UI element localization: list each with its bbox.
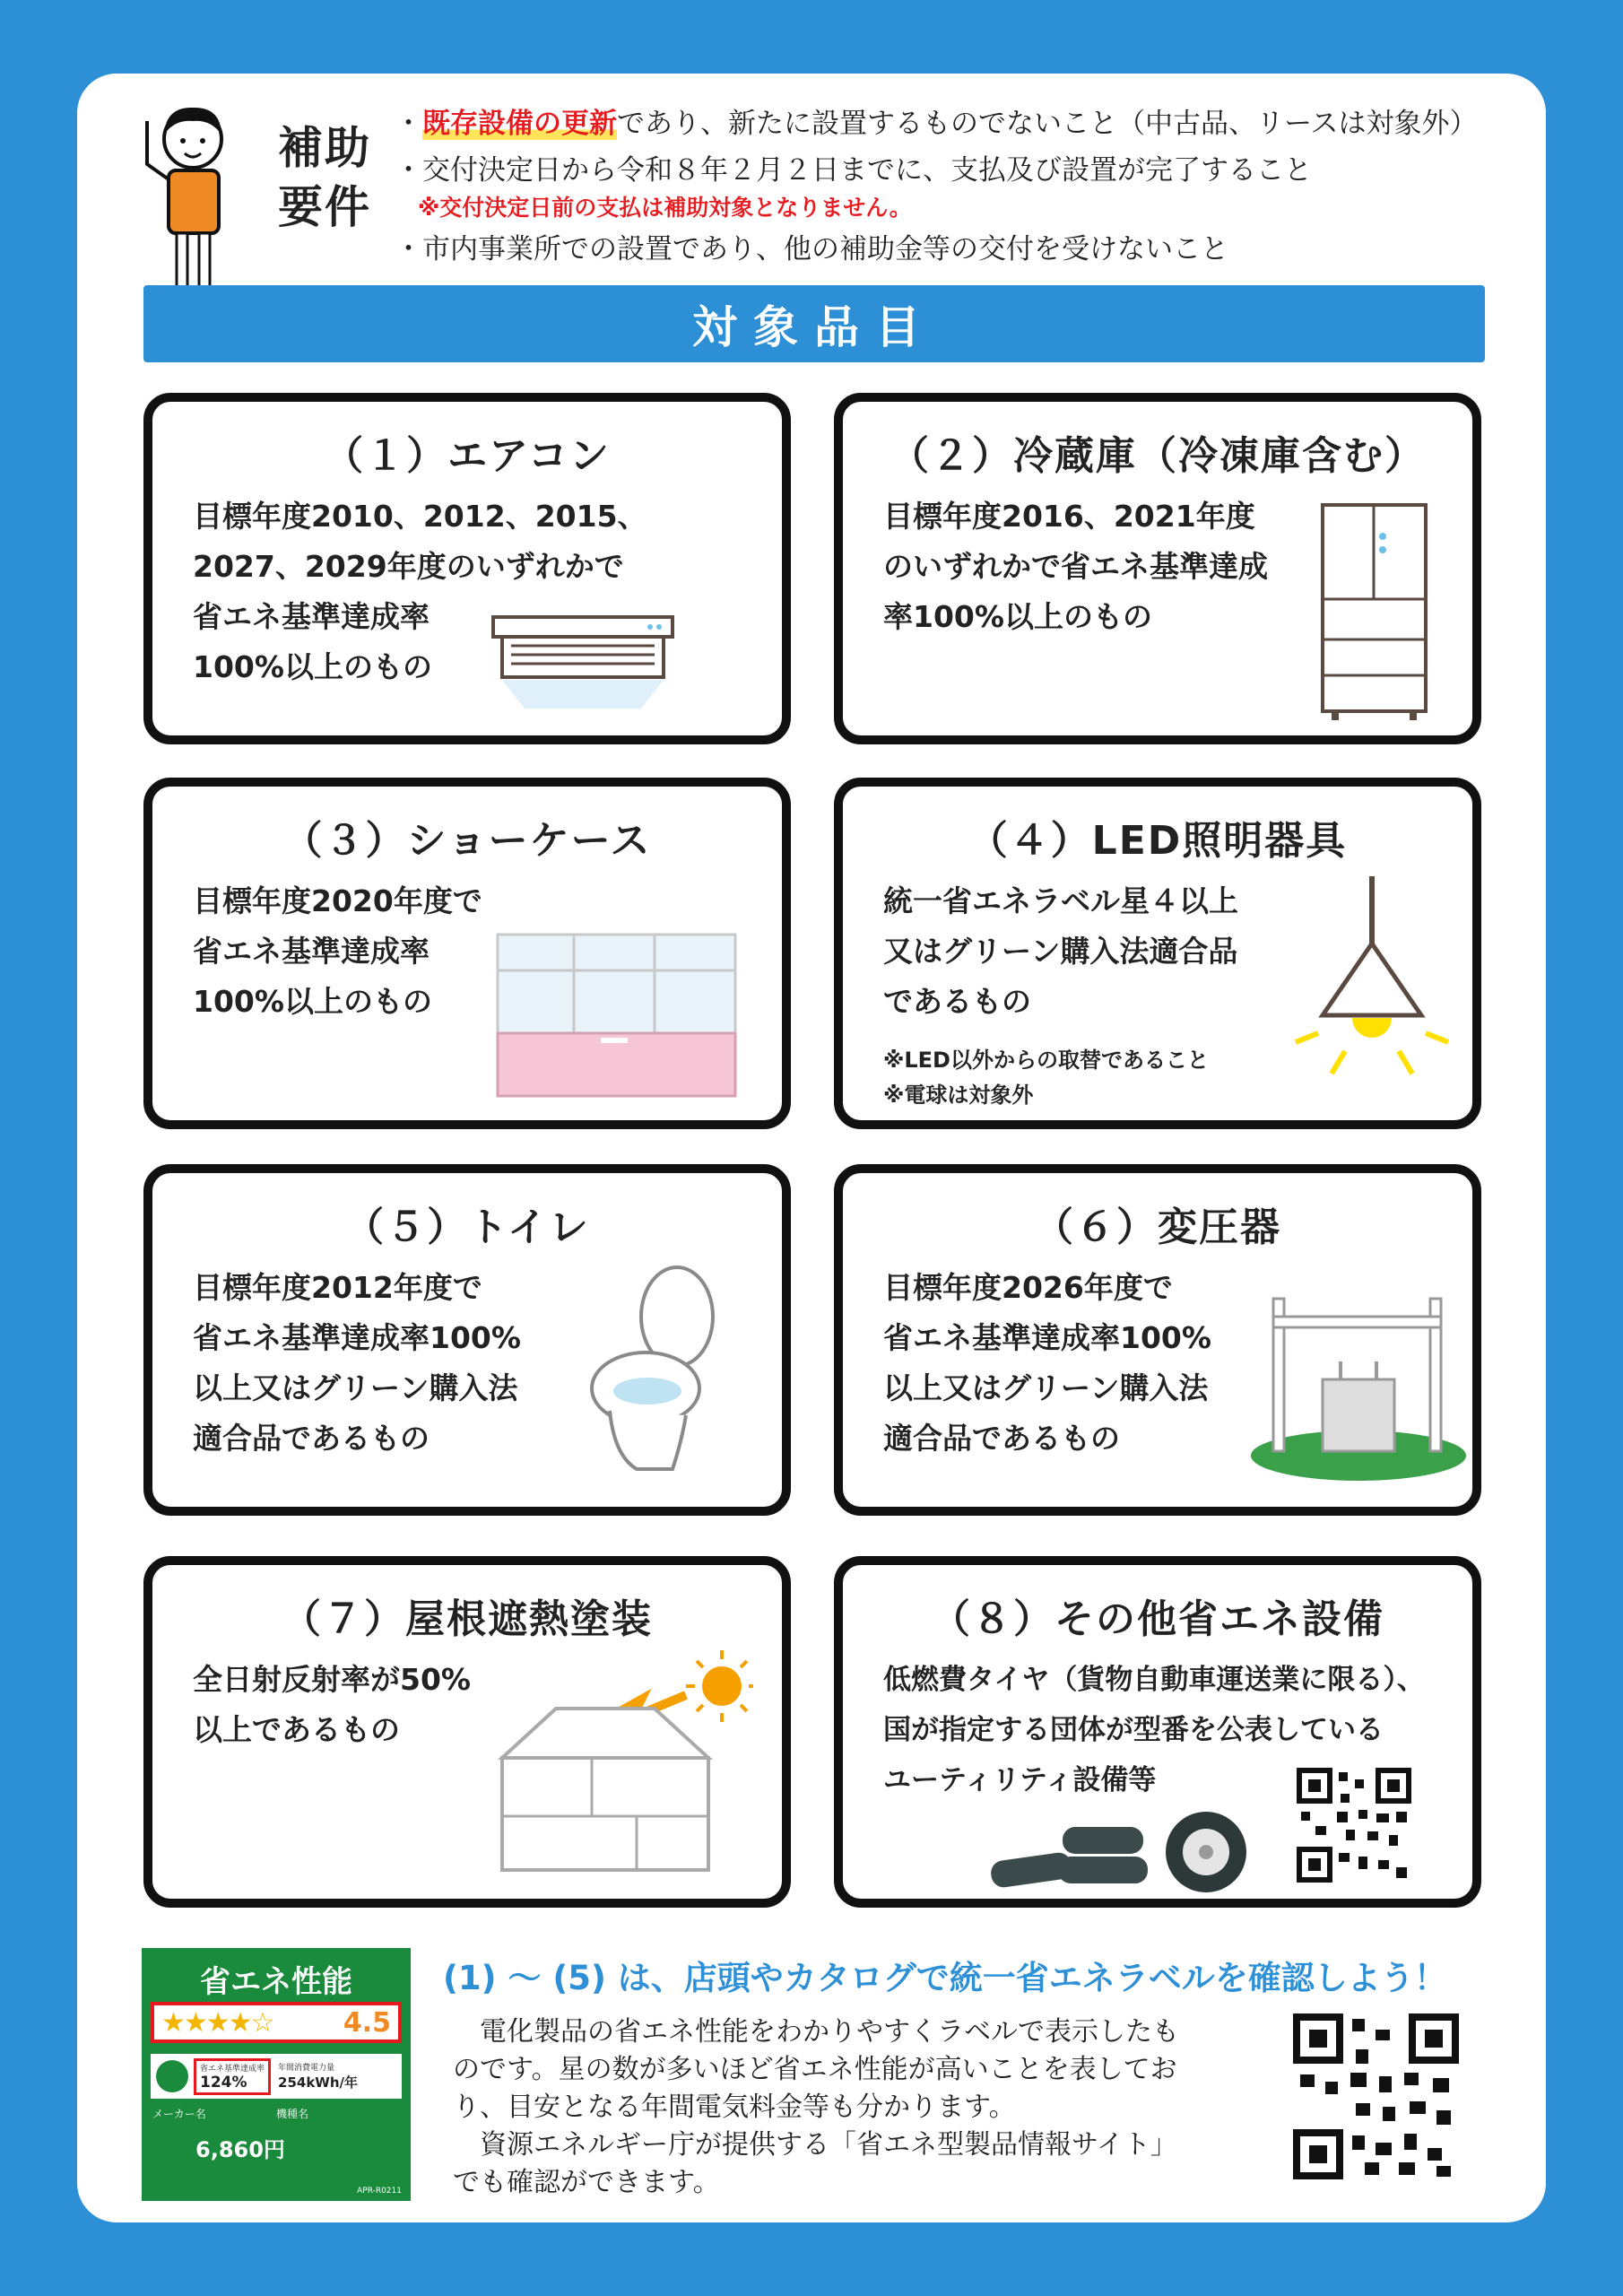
- showcase-icon: [493, 930, 744, 1100]
- requirement-note: ※交付決定日前の支払は補助対象となりません。: [418, 195, 912, 221]
- card-title: （６）変圧器: [1034, 1205, 1281, 1250]
- card-showcase: [143, 778, 791, 1129]
- energy-mark-icon: [156, 2060, 188, 2092]
- card-body: 統一省エネラベル星４以上 又はグリーン購入法適合品 であるもの: [883, 883, 1238, 1019]
- label-cost: 6,860円: [195, 2137, 285, 2162]
- label-energy-label: 年間消費電力量: [278, 2064, 335, 2073]
- requirement-3: ・市内事業所での設置であり、他の補助金等の交付を受けないこと: [395, 233, 1228, 265]
- requirement-2: ・交付決定日から令和８年２月２日までに、支払及び設置が完了すること: [395, 154, 1312, 187]
- card-title: （７）屋根遮熱塗装: [282, 1596, 653, 1642]
- star-rating-icon: ★★★★☆: [161, 2006, 273, 2039]
- label-maker: メーカー名: [152, 2108, 206, 2120]
- card-note: ※LED以外からの取替であること: [883, 1048, 1209, 1073]
- card-title: （１）エアコン: [324, 433, 611, 479]
- card-body: 低燃費タイヤ（貨物自動車運送業に限る）、 国が指定する団体が型番を公表している ユーティリティ設備等: [883, 1664, 1425, 1796]
- card-title: （２）冷蔵庫（冷凍庫含む）: [890, 433, 1426, 479]
- toilet-icon: [583, 1263, 735, 1487]
- transformer-icon: [1246, 1290, 1471, 1487]
- footer-body: 電化製品の省エネ性能をわかりやすくラベルで表示したも のです。星の数が多いほど省エネ性能が高いことを表してお り、目安となる年間電気料金等も分かります。 資源エネルギー庁が提供する「省エネ型製品情報サイト」 でも確認ができます。: [453, 2016, 1179, 2198]
- card-body: 目標年度2026年度で 省エネ基準達成率100% 以上又はグリーン購入法 適合品であるもの: [883, 1270, 1211, 1456]
- label-model: 機種名: [276, 2108, 309, 2120]
- card-body: 目標年度2016、2021年度 のいずれかで省エネ基準達成 率100%以上のもの: [883, 499, 1268, 634]
- card-body: 目標年度2012年度で 省エネ基準達成率100% 以上又はグリーン購入法 適合品であるもの: [193, 1270, 521, 1456]
- air-conditioner-icon: [484, 608, 681, 711]
- label-title: 省エネ性能: [200, 1964, 352, 2000]
- label-rate: 124%: [200, 2073, 247, 2092]
- person-pointing-illustration: [135, 94, 242, 309]
- energy-saving-label-image: [142, 1948, 411, 2201]
- card-led-lighting: [834, 778, 1481, 1129]
- qr-code-icon[interactable]: [1293, 2013, 1459, 2179]
- target-items-banner: 対象品目: [143, 285, 1485, 362]
- requirement-1: ・既存設備の更新であり、新たに設置するものでないこと（中古品、リースは対象外）: [395, 108, 1478, 140]
- label-rate-label: 省エネ基準達成率: [200, 2064, 265, 2074]
- card-transformer: [834, 1164, 1481, 1516]
- card-air-conditioner: [143, 393, 791, 744]
- card-body: 目標年度2020年度で 省エネ基準達成率 100%以上のもの: [193, 883, 482, 1019]
- pendant-lamp-icon: [1291, 876, 1453, 1100]
- requirement-1-highlight: 既存設備の更新: [422, 108, 617, 140]
- roof-sun-icon: [475, 1646, 753, 1879]
- card-title: （４）LED照明器具: [968, 818, 1348, 864]
- card-title: （５）トイレ: [344, 1205, 590, 1250]
- card-toilet: [143, 1164, 791, 1516]
- label-energy: 254kWh/年: [278, 2074, 359, 2091]
- label-code: APR-R0211: [357, 2187, 402, 2196]
- label-metrics: [151, 2054, 402, 2099]
- tires-icon: [986, 1807, 1255, 1897]
- label-rating: 4.5: [343, 2006, 391, 2039]
- card-refrigerator: [834, 393, 1481, 744]
- card-note: ※電球は対象外: [883, 1083, 1034, 1108]
- card-other-equipment: [834, 1556, 1481, 1908]
- qr-code-icon[interactable]: [1296, 1767, 1412, 1883]
- card-roof-coating: [143, 1556, 791, 1908]
- card-body: 全日射反射率が50% 以上であるもの: [193, 1662, 471, 1747]
- label-rating-box: [151, 2002, 402, 2043]
- card-body: 目標年度2010、2012、2015、 2027、2029年度のいずれかで 省エネ基準達成率 100%以上のもの: [193, 499, 647, 684]
- footer-heading: (1) ～ (5) は、店頭やカタログで統一省エネラベルを確認しよう！: [443, 1959, 1447, 1997]
- requirements-title: 補助要件: [278, 122, 371, 233]
- card-title: （３）ショーケース: [282, 818, 652, 864]
- card-title: （８）その他省エネ設備: [931, 1596, 1384, 1642]
- refrigerator-icon: [1318, 500, 1435, 725]
